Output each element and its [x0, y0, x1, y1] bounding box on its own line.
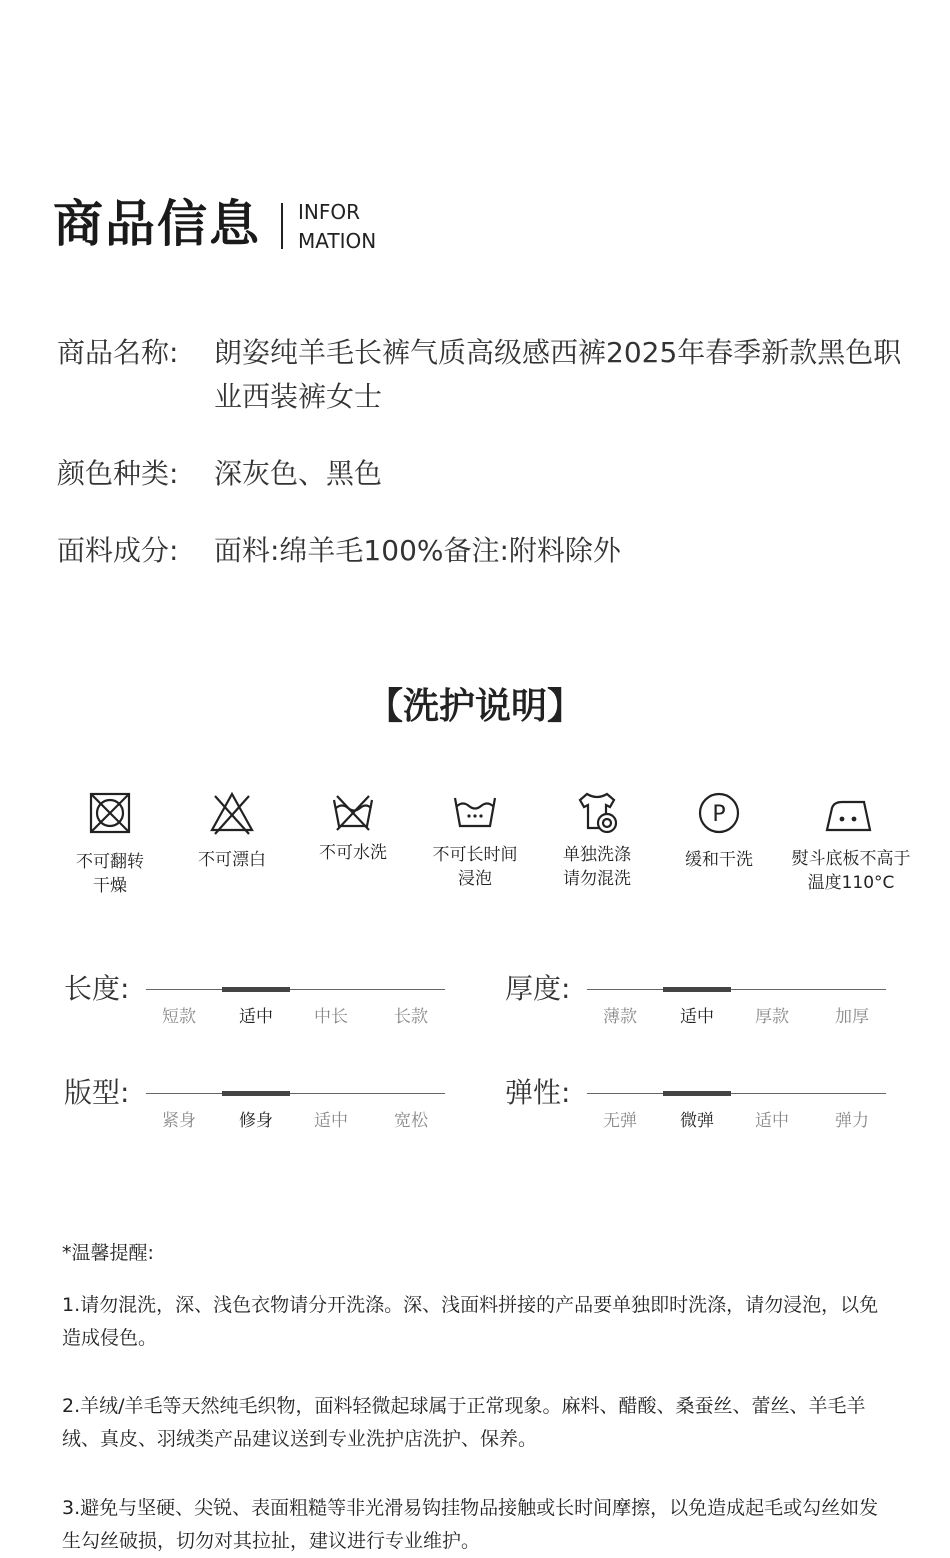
icon-label-gentle-dry-clean: 缓和干洗: [685, 850, 753, 870]
scale-option: 加厚: [835, 1007, 869, 1027]
scale-marker-fit: [222, 1091, 290, 1096]
scale-option: 弹力: [835, 1111, 869, 1131]
info-label-color: 颜色种类:: [57, 457, 179, 490]
scale-option: 无弹: [603, 1111, 637, 1131]
icon-label-no-wash: 不可水洗: [319, 843, 387, 863]
info-label-fabric: 面料成分:: [57, 534, 179, 567]
icon-label-wash-separately: 单独洗涤 请勿混洗: [563, 845, 631, 889]
notes-heading: *温馨提醒:: [62, 1242, 154, 1264]
scale-option-selected: 适中: [239, 1007, 273, 1027]
section-title-en: [298, 198, 376, 256]
scale-option: 短款: [162, 1007, 196, 1027]
scale-label-length: 长度:: [64, 972, 130, 1005]
scale-line-length: [146, 989, 445, 990]
info-value-fabric: 面料:绵羊毛100%备注:附料除外: [214, 534, 621, 567]
no-bleach-icon: [207, 788, 257, 838]
section-title-en-line2: MATION: [298, 229, 377, 253]
title-divider: [281, 203, 283, 249]
no-long-soak-icon: [450, 788, 500, 838]
scale-label-thickness: 厚度:: [505, 972, 571, 1005]
info-value-name: 朗姿纯羊毛长裤气质高级感西裤2025年春季新款黑色职业西装裤女士: [214, 336, 902, 413]
wash-separately-icon: [572, 788, 622, 838]
section-title: 商品信息: [53, 195, 261, 253]
scale-label-fit: 版型:: [64, 1076, 130, 1109]
note-2: 2.羊绒/羊毛等天然纯毛织物，面料轻微起球属于正常现象。麻料、醋酸、桑蚕丝、蕾丝、羊毛羊绒、真皮、羽绒类产品建议送到专业洗护店洗护、保养。: [62, 1395, 866, 1450]
icon-label-no-long-soak: 不可长时间 浸泡: [432, 845, 518, 889]
scale-option: 宽松: [394, 1111, 428, 1131]
scale-marker-elasticity: [663, 1091, 731, 1096]
svg-text:P: P: [712, 802, 726, 827]
note-1: 1.请勿混洗，深、浅色衣物请分开洗涤。深、浅面料拼接的产品要单独即时洗涤，请勿浸泡，以免造成侵色。: [62, 1294, 879, 1349]
icon-label-no-bleach: 不可漂白: [198, 850, 266, 870]
scale-marker-thickness: [663, 987, 731, 992]
scale-line-fit: [146, 1093, 445, 1094]
scale-option: 薄款: [603, 1007, 637, 1027]
no-wash-icon: [328, 788, 378, 838]
icon-label-iron: 熨斗底板不高于 温度110°C: [791, 849, 911, 893]
scale-marker-length: [222, 987, 290, 992]
scale-option: 厚款: [755, 1007, 789, 1027]
scale-label-elasticity: 弹性:: [505, 1076, 571, 1109]
no-tumble-dry-icon: [85, 788, 135, 838]
care-title: 【洗护说明】: [366, 686, 583, 727]
section-title-en-line1: INFOR: [298, 200, 361, 224]
scale-option-selected: 适中: [680, 1007, 714, 1027]
scale-line-thickness: [587, 989, 886, 990]
scale-option: 适中: [755, 1111, 789, 1131]
scale-option-selected: 修身: [239, 1111, 273, 1131]
info-value-color: 深灰色、黑色: [214, 457, 383, 490]
scale-line-elasticity: [587, 1093, 886, 1094]
scale-option: 中长: [314, 1007, 348, 1027]
info-label-name: 商品名称:: [57, 336, 179, 369]
scale-option: 适中: [314, 1111, 348, 1131]
iron-low-temp-icon: [824, 788, 874, 838]
gentle-dry-clean-icon: [694, 788, 744, 838]
icon-label-no-tumble-dry: 不可翻转 干燥: [76, 852, 144, 896]
scale-option-selected: 微弹: [680, 1111, 714, 1131]
note-3: 3.避免与坚硬、尖锐、表面粗糙等非光滑易钩挂物品接触或长时间摩擦，以免造成起毛或勾丝如发生勾丝破损，切勿对其拉扯，建议进行专业维护。: [62, 1497, 879, 1552]
scale-option: 长款: [394, 1007, 428, 1027]
scale-option: 紧身: [162, 1111, 196, 1131]
